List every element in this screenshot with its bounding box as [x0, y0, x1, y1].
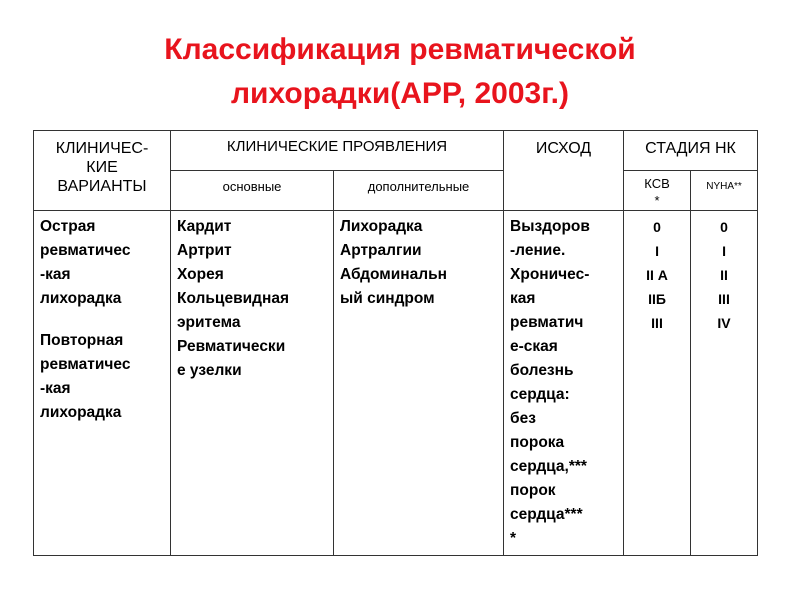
outcome-item: кая — [510, 290, 536, 307]
variant-acute-line: -кая — [40, 266, 71, 283]
variant-acute-line: ревматичес — [40, 242, 131, 259]
outcome-item: ревматич — [510, 314, 584, 331]
variant-repeat-line: лихорадка — [40, 404, 122, 421]
outcome-item: * — [510, 530, 517, 547]
outcome-item: порок — [510, 482, 556, 499]
title-line-1: Классификация ревматической — [164, 33, 636, 66]
outcome-item: е-ская — [510, 338, 558, 355]
main-item: эритема — [177, 314, 241, 331]
main-item: Ревматически — [177, 338, 286, 355]
additional-item: Лихорадка — [340, 218, 423, 235]
header-stage: СТАДИЯ НК — [624, 131, 758, 171]
nyha-item: 0 — [720, 219, 728, 235]
outcome-item: сердца: — [510, 386, 570, 403]
nyha-item: II — [720, 267, 728, 283]
additional-item: ый синдром — [340, 290, 435, 307]
variant-repeat-line: -кая — [40, 380, 71, 397]
header-manifestations: КЛИНИЧЕСКИЕ ПРОЯВЛЕНИЯ — [171, 131, 504, 171]
main-item: Кардит — [177, 218, 232, 235]
ksv-item: III — [651, 315, 663, 331]
outcome-item: Выздоров — [510, 218, 590, 235]
main-item: Хорея — [177, 266, 224, 283]
header-outcome: ИСХОД — [504, 131, 624, 211]
nyha-item: III — [718, 291, 730, 307]
header-main: основные — [171, 171, 334, 211]
ksv-item: I — [655, 243, 659, 259]
outcome-item: -ление. — [510, 242, 566, 259]
nyha-item: IV — [717, 315, 731, 331]
ksv-item: 0 — [653, 219, 661, 235]
header-ksv: КСВ * — [624, 171, 691, 211]
outcome-cell — [504, 211, 624, 556]
outcome-item: Хроничес- — [510, 266, 590, 283]
variant-acute-line: лихорадка — [40, 290, 122, 307]
ksv-item: IIБ — [648, 291, 666, 307]
variant-repeat-line: Повторная — [40, 332, 124, 349]
outcome-item: порока — [510, 434, 565, 451]
outcome-item: без — [510, 410, 536, 427]
page-title — [0, 28, 800, 116]
variant-acute-line: Острая — [40, 218, 96, 235]
classification-table — [33, 130, 758, 556]
nyha-item: I — [722, 243, 726, 259]
main-item: Кольцевидная — [177, 290, 289, 307]
main-item: е узелки — [177, 362, 242, 379]
ksv-cell — [624, 211, 691, 556]
header-variants: КЛИНИЧЕС- КИЕ ВАРИАНТЫ — [34, 131, 171, 211]
main-manifestations-cell — [171, 211, 334, 556]
header-nyha: NYHA** — [691, 171, 758, 211]
outcome-item: болезнь — [510, 362, 574, 379]
nyha-cell — [691, 211, 758, 556]
outcome-item: сердца,*** — [510, 458, 587, 475]
main-item: Артрит — [177, 242, 232, 259]
title-line-2: лихорадки(АРР, 2003г.) — [230, 77, 570, 110]
outcome-item: сердца*** — [510, 506, 583, 523]
variants-cell — [34, 211, 171, 556]
additional-item: Артралгии — [340, 242, 422, 259]
header-additional: дополнительные — [334, 171, 504, 211]
ksv-item: II А — [646, 267, 668, 283]
variant-repeat-line: ревматичес — [40, 356, 131, 373]
additional-manifestations-cell — [334, 211, 504, 556]
additional-item: Абдоминальн — [340, 266, 447, 283]
